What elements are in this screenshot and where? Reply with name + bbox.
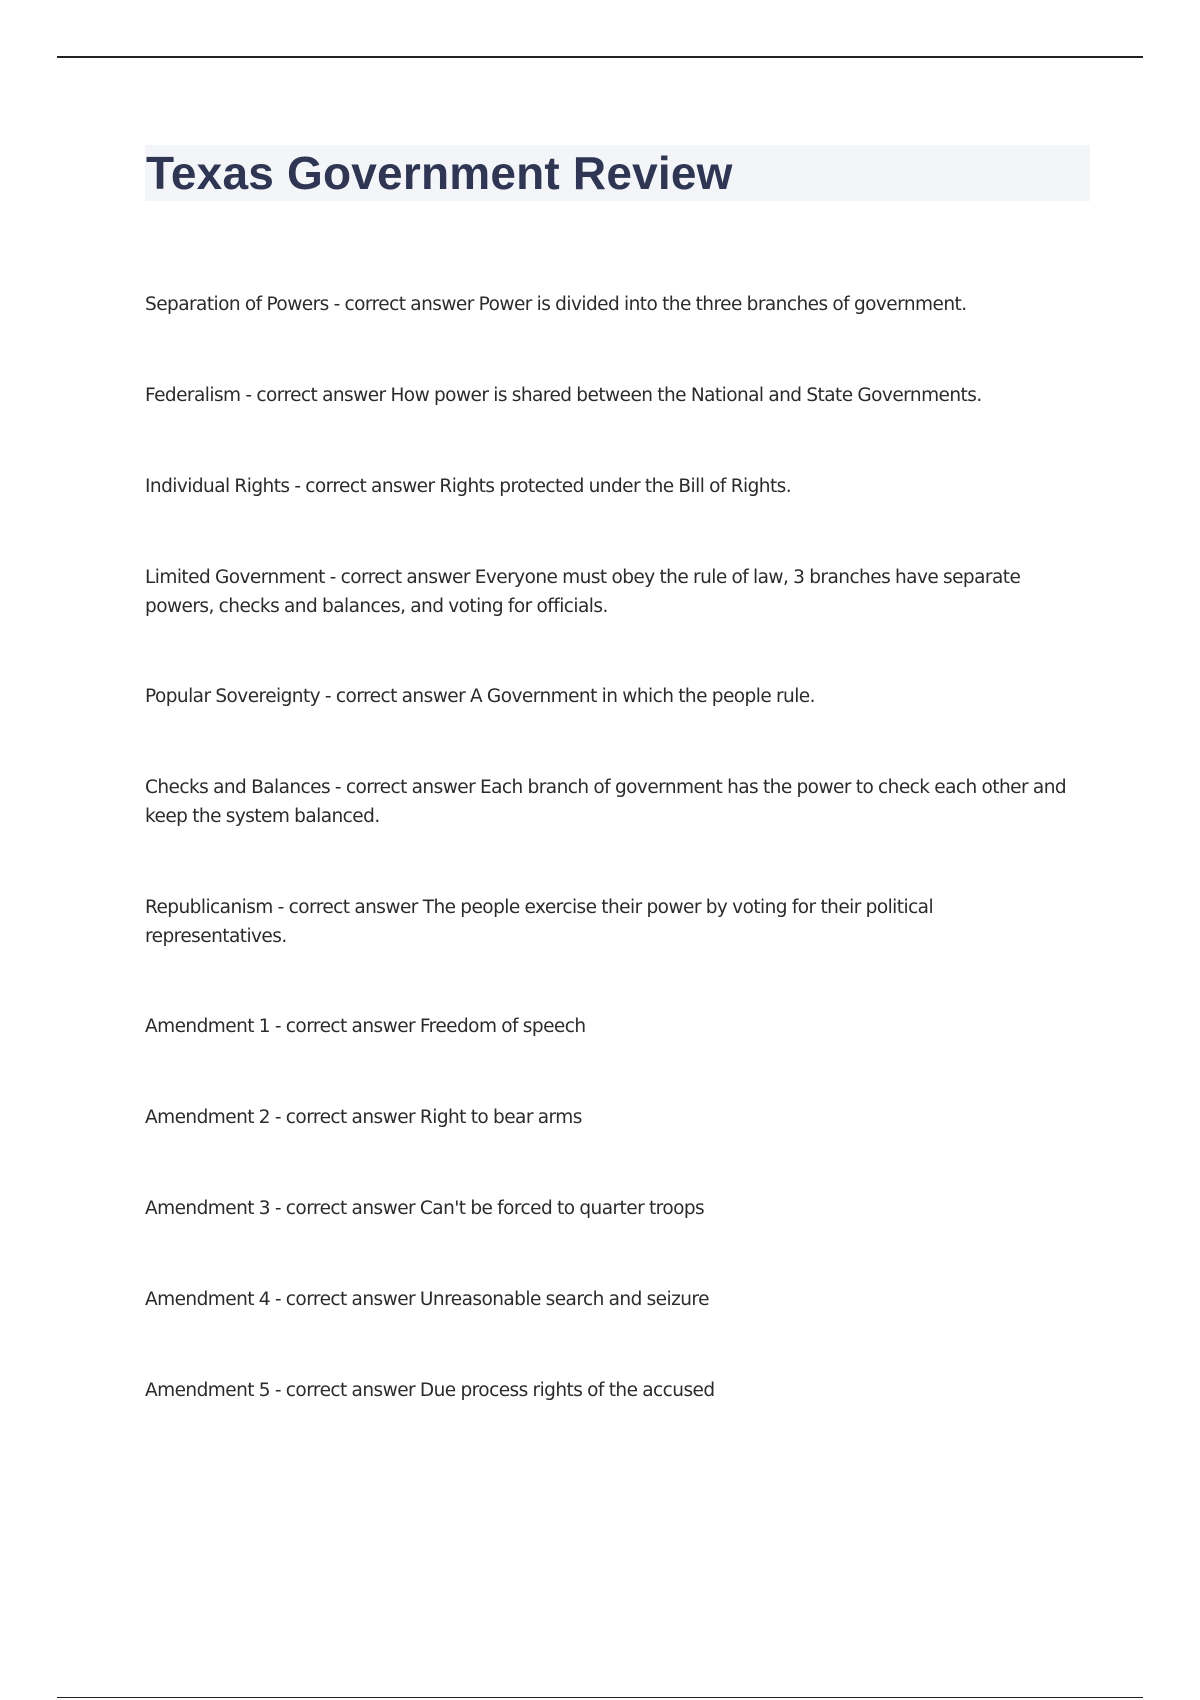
term: Amendment 5 (145, 1380, 271, 1401)
list-item (145, 1376, 1075, 1405)
term: Limited Government (145, 567, 325, 588)
separator: - correct answer (328, 294, 479, 315)
term: Popular Sovereignty (145, 686, 321, 707)
separator: - correct answer (270, 1198, 420, 1219)
answer: How power is shared between the National and State Governments. (390, 385, 982, 406)
term: Amendment 4 (145, 1289, 271, 1310)
answer: Right to bear arms (419, 1107, 582, 1128)
list-item (145, 381, 1075, 410)
list-item (145, 893, 1075, 951)
separator: - correct answer (270, 1380, 420, 1401)
list-item (145, 563, 1075, 621)
answer: The people exercise their power by voting for their political representatives. (145, 897, 934, 947)
term: Checks and Balances (145, 777, 331, 798)
answer: Power is divided into the three branches of government. (478, 294, 967, 315)
list-item (145, 773, 1075, 831)
list-item (145, 1103, 1075, 1132)
top-rule (57, 56, 1143, 58)
list-item (145, 1285, 1075, 1314)
answer: Rights protected under the Bill of Rights. (439, 476, 792, 497)
separator: - correct answer (289, 476, 440, 497)
term: Federalism (145, 385, 241, 406)
answer: A Government in which the people rule. (470, 686, 815, 707)
term: Individual Rights (145, 476, 290, 497)
separator: - correct answer (270, 1016, 420, 1037)
separator: - correct answer (330, 777, 480, 798)
page-title: Texas Government Review (146, 147, 733, 199)
bottom-rule (57, 1697, 1143, 1698)
answer: Can't be forced to quarter troops (419, 1198, 705, 1219)
term: Republicanism (145, 897, 273, 918)
answer: Unreasonable search and seizure (419, 1289, 709, 1310)
term: Amendment 2 (145, 1107, 271, 1128)
term: Amendment 3 (145, 1198, 271, 1219)
answer: Everyone must obey the rule of law, 3 branches have separate powers, checks and balances, and voting for officials. (145, 567, 1021, 617)
term: Amendment 1 (145, 1016, 271, 1037)
separator: - correct answer (240, 385, 391, 406)
list-item (145, 1012, 1075, 1041)
answer: Freedom of speech (419, 1016, 586, 1037)
separator: - correct answer (324, 567, 475, 588)
list-item (145, 1194, 1075, 1223)
separator: - correct answer (270, 1107, 420, 1128)
list-item (145, 290, 1075, 319)
answer: Each branch of government has the power to check each other and keep the system balanced. (145, 777, 1067, 827)
answer: Due process rights of the accused (419, 1380, 715, 1401)
separator: - correct answer (320, 686, 470, 707)
list-item (145, 472, 1075, 501)
separator: - correct answer (270, 1289, 420, 1310)
term: Separation of Powers (145, 294, 329, 315)
list-item (145, 682, 1075, 711)
separator: - correct answer (272, 897, 423, 918)
